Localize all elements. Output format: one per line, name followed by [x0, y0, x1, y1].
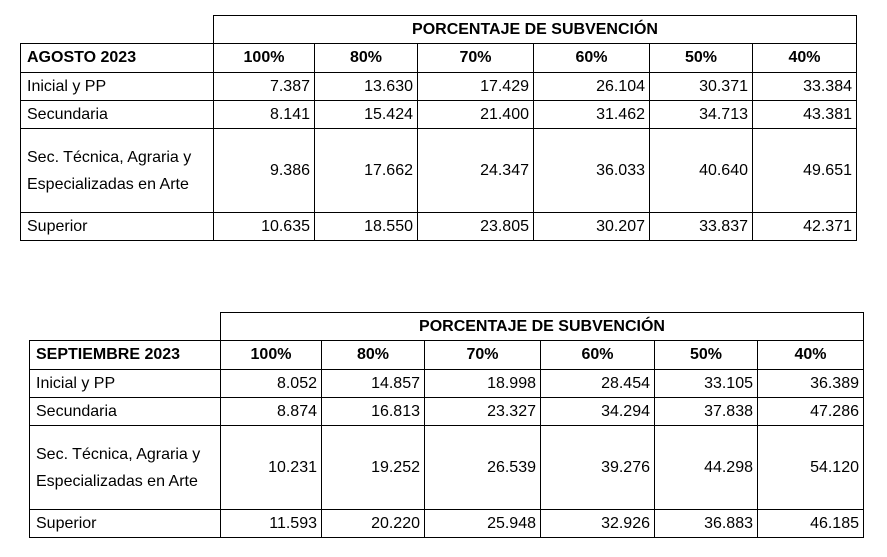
empty-corner-cell: [21, 16, 214, 44]
table-cell: 33.105: [655, 370, 758, 398]
table-cell: 13.630: [315, 73, 418, 101]
percentage-column-header: 50%: [650, 44, 753, 73]
row-label: Sec. Técnica, Agraria y Especializadas en Arte: [21, 129, 214, 213]
table-cell: 43.381: [753, 101, 857, 129]
table-cell: 10.635: [214, 213, 315, 241]
table-cell: 46.185: [758, 510, 864, 538]
percentage-column-header: 100%: [221, 341, 322, 370]
table-cell: 34.713: [650, 101, 753, 129]
table-cell: 31.462: [534, 101, 650, 129]
empty-corner-cell: [30, 313, 221, 341]
table-cell: 23.805: [418, 213, 534, 241]
table-cell: 24.347: [418, 129, 534, 213]
table-cell: 54.120: [758, 426, 864, 510]
table-cell: 34.294: [541, 398, 655, 426]
table-cell: 23.327: [425, 398, 541, 426]
table-cell: 16.813: [322, 398, 425, 426]
row-label: Secundaria: [21, 101, 214, 129]
table-cell: 8.052: [221, 370, 322, 398]
subsidy-table-septiembre: [29, 312, 864, 538]
table-cell: 37.838: [655, 398, 758, 426]
table-cell: 47.286: [758, 398, 864, 426]
table-cell: 33.384: [753, 73, 857, 101]
table-row: [21, 73, 857, 101]
row-label: Secundaria: [30, 398, 221, 426]
table-cell: 26.104: [534, 73, 650, 101]
table-cell: 7.387: [214, 73, 315, 101]
table-cell: 10.231: [221, 426, 322, 510]
table-cell: 21.400: [418, 101, 534, 129]
table-row: [30, 370, 864, 398]
table-cell: 40.640: [650, 129, 753, 213]
percentage-column-header: 80%: [315, 44, 418, 73]
table-cell: 30.207: [534, 213, 650, 241]
table-cell: 42.371: [753, 213, 857, 241]
table-cell: 8.874: [221, 398, 322, 426]
percentage-column-header: 60%: [541, 341, 655, 370]
table-cell: 26.539: [425, 426, 541, 510]
table-cell: 25.948: [425, 510, 541, 538]
table-cell: 19.252: [322, 426, 425, 510]
row-label: Inicial y PP: [21, 73, 214, 101]
percentage-column-header: 40%: [753, 44, 857, 73]
table-cell: 8.141: [214, 101, 315, 129]
table-cell: 20.220: [322, 510, 425, 538]
percentage-header: PORCENTAJE DE SUBVENCIÓN: [221, 313, 864, 341]
table-cell: 28.454: [541, 370, 655, 398]
percentage-column-header: 60%: [534, 44, 650, 73]
table-cell: 44.298: [655, 426, 758, 510]
percentage-header: PORCENTAJE DE SUBVENCIÓN: [214, 16, 857, 44]
percentage-column-header: 40%: [758, 341, 864, 370]
table-cell: 9.386: [214, 129, 315, 213]
table-row: [21, 129, 857, 213]
table-cell: 18.550: [315, 213, 418, 241]
row-label: Sec. Técnica, Agraria y Especializadas en Arte: [30, 426, 221, 510]
percentage-column-header: 100%: [214, 44, 315, 73]
table-cell: 32.926: [541, 510, 655, 538]
table-cell: 39.276: [541, 426, 655, 510]
percentage-column-header: 80%: [322, 341, 425, 370]
subsidy-table-agosto: [20, 15, 857, 241]
table-row: [30, 510, 864, 538]
month-header: AGOSTO 2023: [21, 44, 214, 73]
row-label: Superior: [21, 213, 214, 241]
table-row: [21, 101, 857, 129]
table-cell: 30.371: [650, 73, 753, 101]
table-cell: 36.883: [655, 510, 758, 538]
table-cell: 36.033: [534, 129, 650, 213]
table-row: [21, 213, 857, 241]
month-header: SEPTIEMBRE 2023: [30, 341, 221, 370]
row-label: Inicial y PP: [30, 370, 221, 398]
table-row: [30, 426, 864, 510]
table-cell: 14.857: [322, 370, 425, 398]
table-row: [30, 398, 864, 426]
percentage-column-header: 50%: [655, 341, 758, 370]
row-label: Superior: [30, 510, 221, 538]
table-cell: 33.837: [650, 213, 753, 241]
percentage-column-header: 70%: [425, 341, 541, 370]
table-cell: 36.389: [758, 370, 864, 398]
table-cell: 15.424: [315, 101, 418, 129]
table-cell: 11.593: [221, 510, 322, 538]
table-cell: 17.429: [418, 73, 534, 101]
table-cell: 17.662: [315, 129, 418, 213]
percentage-column-header: 70%: [418, 44, 534, 73]
table-cell: 49.651: [753, 129, 857, 213]
table-cell: 18.998: [425, 370, 541, 398]
